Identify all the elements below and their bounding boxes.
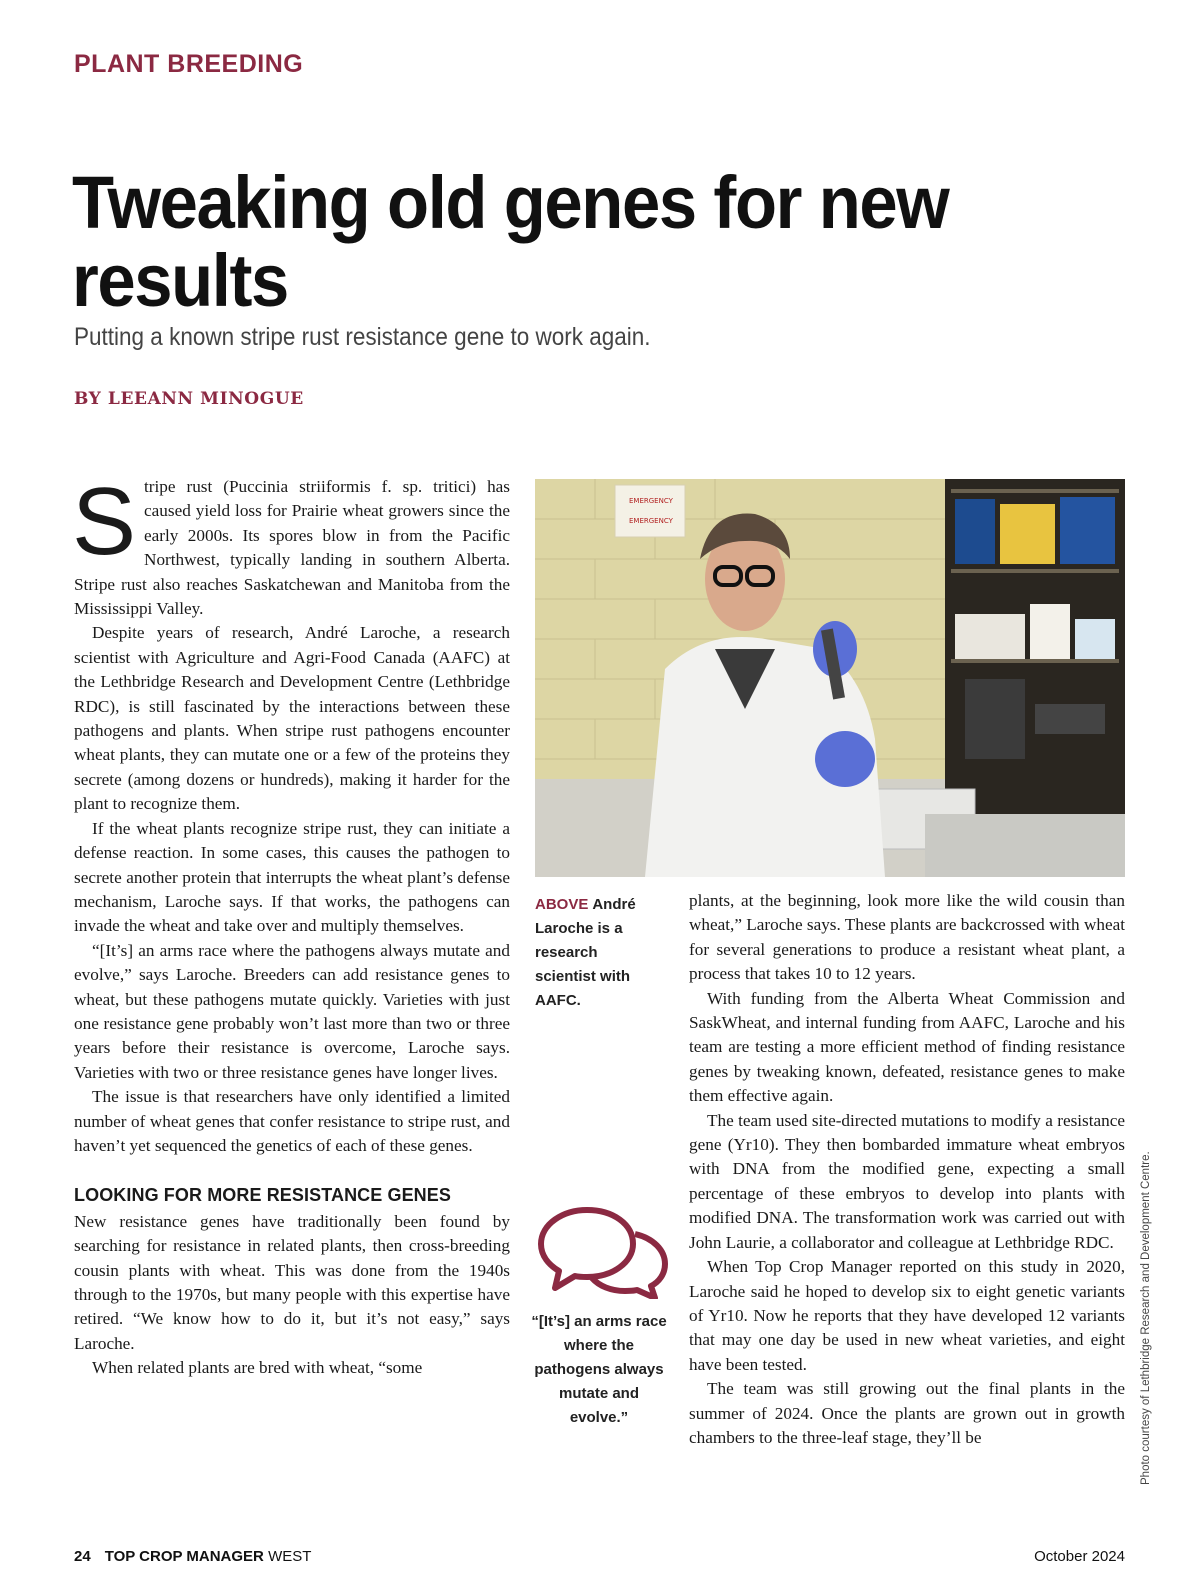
- page-number: 24: [74, 1548, 91, 1565]
- paragraph: The issue is that researchers have only identified a limited number of wheat genes that confer resistance to stripe rust, and haven’t yet sequenced the genetics of each of these genes.: [74, 1087, 510, 1155]
- paragraph: If the wheat plants recognize stripe rust, they can initiate a defense reaction. In some cases, this causes the pathogen to secrete another protein that interrupts the wheat plant’s defense mechanism, Laroche says. If that works, the pathogens can invade the wheat and take over and multiply themselves.: [74, 818, 510, 936]
- photo-caption: [535, 893, 660, 1013]
- paragraph: “[It’s] an arms race where the pathogens always mutate and evolve,” says Laroche. Breeders can add resistance genes to wheat, but these pathogens mutate quickly. Varieties with just one resistance gene probably won’t last more than two or three years before their resistance is overcome, Laroche says. Varieties with two or three resistance genes have longer lives.: [74, 940, 510, 1082]
- paragraph: When related plants are bred with wheat, “some: [92, 1358, 423, 1378]
- magazine-edition: WEST: [268, 1548, 312, 1565]
- speech-bubbles-icon: [535, 1204, 670, 1299]
- paragraph: Despite years of research, André Laroche, a research scientist with Agriculture and Agri-Food Canada (AAFC) at the Lethbridge Research and Development Centre (Lethbridge RDC), is still fascinated by the interactions between these pathogens and plants. When stripe rust pathogens encounter wheat plants, they can mutate one or a few of the proteins they secrete (among dozens or hundreds), making it harder for the plant to recognize them.: [74, 623, 510, 814]
- photo-sign-text: EMERGENCY: [629, 517, 673, 525]
- byline: BY LEEANN MINOGUE: [74, 389, 304, 409]
- pull-quote: “[It’s] an arms race where the pathogens always mutate and evolve.”: [531, 1313, 667, 1426]
- issue-date: October 2024: [1034, 1548, 1125, 1565]
- photo-credit: Photo courtesy of Lethbridge Research and Development Centre.: [1140, 1151, 1152, 1485]
- article-photo: [535, 479, 1125, 877]
- headline: Tweaking old genes for new results: [72, 161, 949, 322]
- caption-lead: ABOVE: [535, 896, 589, 913]
- article-column-right: [689, 889, 1125, 1450]
- paragraph: When Top Crop Manager reported on this study in 2020, Laroche said he hoped to develop six to eight genetic variants of Yr10. Now he reports that they have developed 12 variants that may one day be used in new wheat varieties, and eight have been tested.: [689, 1257, 1125, 1374]
- photo-sign-text: EMERGENCY: [629, 497, 673, 505]
- section-subheading: LOOKING FOR MORE RESISTANCE GENES: [74, 1185, 451, 1206]
- paragraph: The team used site-directed mutations to modify a resistance gene (Yr10). They then bombarded immature wheat embryos with DNA from the modified gene, expecting a small percentage of these embryos to develop into plants with modified DNA. The transformation work was carried out with John Laurie, a collaborator and colleague at Lethbridge RDC.: [689, 1110, 1125, 1252]
- paragraph: New resistance genes have traditionally been found by searching for resistance in related plants, then cross-breeding cousin plants with wheat. This was done from the 1940s through to the 1970s, but many people with this expertise have retired. “We know how to do it, but it’s not easy,” says Laroche.: [74, 1211, 510, 1353]
- subhead: Putting a known stripe rust resistance gene to work again.: [74, 323, 651, 351]
- drop-cap: S: [72, 468, 137, 575]
- section-label: PLANT BREEDING: [74, 50, 304, 78]
- paragraph: plants, at the beginning, look more like the wild cousin than wheat,” Laroche says. These plants are backcrossed with wheat for several generations to produce a resistant wheat plant, a process that takes 10 to 12 years.: [689, 891, 1125, 984]
- paragraph: Stripe rust (Puccinia striiformis f. sp. tritici) has caused yield loss for Prairie wheat growers since the early 2000s. Its spores blow in from the Pacific Northwest, typically landing in southern Alberta. Stripe rust also reaches Saskatchewan and Manitoba from the Mississippi Valley.: [72, 468, 510, 619]
- paragraph: The team was still growing out the final plants in the summer of 2024. Once the plants are grown out in growth chambers to the three-leaf stage, they’ll be: [689, 1379, 1125, 1447]
- magazine-name: TOP CROP MANAGER: [104, 1548, 264, 1565]
- caption-text: André Laroche is a research scientist with AAFC.: [535, 896, 636, 1009]
- footer-folio: [74, 1548, 311, 1565]
- article-column-left: [72, 468, 510, 1381]
- paragraph: With funding from the Alberta Wheat Commission and SaskWheat, and internal funding from AAFC, Laroche and his team are testing a more efficient method of finding resistance genes by tweaking known, defeated, resistance genes to make them effective again.: [689, 988, 1125, 1106]
